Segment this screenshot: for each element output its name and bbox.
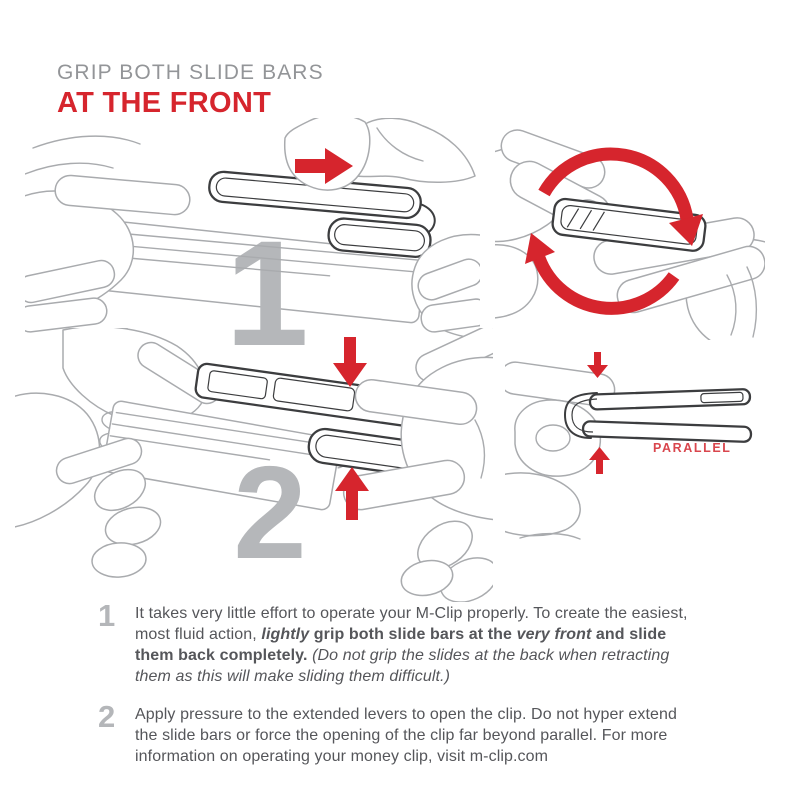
text-segment: Apply pressure to the extended levers to open the clip. Do not hyper extend the slide bars or force the opening of the clip far beyond parallel. For more information on operating your money clip, visit m-clip.com — [135, 706, 678, 765]
instruction-step-1 — [98, 598, 698, 687]
step-2-number: 2 — [98, 699, 115, 734]
text-segment: lightly — [261, 626, 310, 643]
page-header — [57, 61, 324, 120]
press-down-arrow-icon — [333, 337, 367, 387]
instructions — [98, 598, 698, 767]
step-1-text — [135, 603, 698, 687]
text-segment: very front — [516, 626, 592, 643]
parallel-label: PARALLEL — [653, 441, 732, 455]
open-clip — [565, 389, 751, 442]
fig-step1-drawing — [25, 118, 480, 350]
right-hand — [341, 357, 493, 602]
text-segment: (Do not grip the slides at the back when retracting them as this will make sliding them difficult.) — [135, 647, 670, 685]
instruction-step-2 — [98, 699, 698, 767]
fig-step2-drawing — [15, 328, 493, 602]
left-wrist-lines — [25, 136, 140, 174]
fig-parallel-illustration — [505, 340, 767, 545]
text-segment: grip both slide bars at the — [309, 626, 517, 643]
big-step-number-1: 1 — [225, 209, 309, 350]
text-segment: It takes very little effort to operate your M-Clip properly. To create the easiest, most fluid action, — [135, 605, 688, 643]
fig-rotate-drawing — [495, 125, 765, 340]
big-step-number-2: 2 — [233, 439, 307, 586]
step-1-number: 1 — [98, 598, 115, 633]
step-2-text — [135, 704, 698, 767]
fig-rotate-illustration — [495, 125, 765, 340]
headline-kicker: GRIP BOTH SLIDE BARS — [57, 61, 324, 84]
pressing-thumb-hand — [285, 118, 475, 190]
headline-main: AT THE FRONT — [57, 87, 272, 119]
fig-step1-illustration — [25, 118, 480, 350]
text-segment: and slide them back completely. — [135, 626, 667, 664]
fig-step2-illustration — [15, 328, 493, 602]
